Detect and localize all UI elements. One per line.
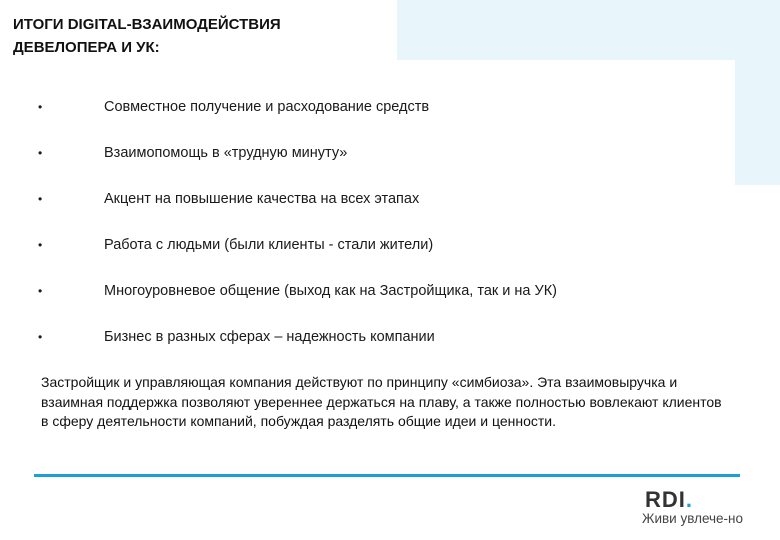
summary-paragraph: Застройщик и управляющая компания действуют по принципу «симбиоза». Эта взаимовыручка и взаимная поддержка позволяют увереннее держаться на плаву, а также полностью вовлекают клиентов в сферу деятельности компаний, побуждая разделять общие идеи и ценности.: [41, 374, 722, 429]
bullet-marker: •: [38, 146, 43, 160]
accent-divider: [34, 474, 740, 477]
page-title: [13, 13, 393, 59]
bullet-text: Взаимопомощь в «трудную минуту»: [104, 145, 348, 161]
page-title-line-2: ДЕВЕЛОПЕРА И УК:: [13, 39, 160, 56]
bullet-marker: •: [38, 192, 43, 206]
bullet-marker: •: [38, 284, 43, 298]
bullet-text: Работа с людьми (были клиенты - стали жители): [104, 237, 434, 253]
bullet-marker: •: [38, 238, 43, 252]
decor-block-right: [735, 0, 780, 185]
logo-text: RDI: [645, 487, 686, 512]
logo-dot: .: [685, 487, 694, 512]
page-title-line-1: ИТОГИ DIGITAL-ВЗАИМОДЕЙСТВИЯ: [13, 16, 281, 33]
bullet-text: Бизнес в разных сферах – надежность компании: [104, 329, 435, 345]
bullet-marker: •: [38, 100, 43, 114]
bullet-marker: •: [38, 330, 43, 344]
bullet-text: Многоуровневое общение (выход как на Застройщика, так и на УК): [104, 283, 557, 299]
logo-tagline: Живи увлече-но: [642, 511, 744, 526]
bullet-text: Акцент на повышение качества на всех этапах: [104, 191, 420, 207]
bullet-text: Совместное получение и расходование средств: [104, 99, 430, 115]
decor-block-top: [397, 0, 780, 60]
rdi-logo: [645, 487, 693, 513]
